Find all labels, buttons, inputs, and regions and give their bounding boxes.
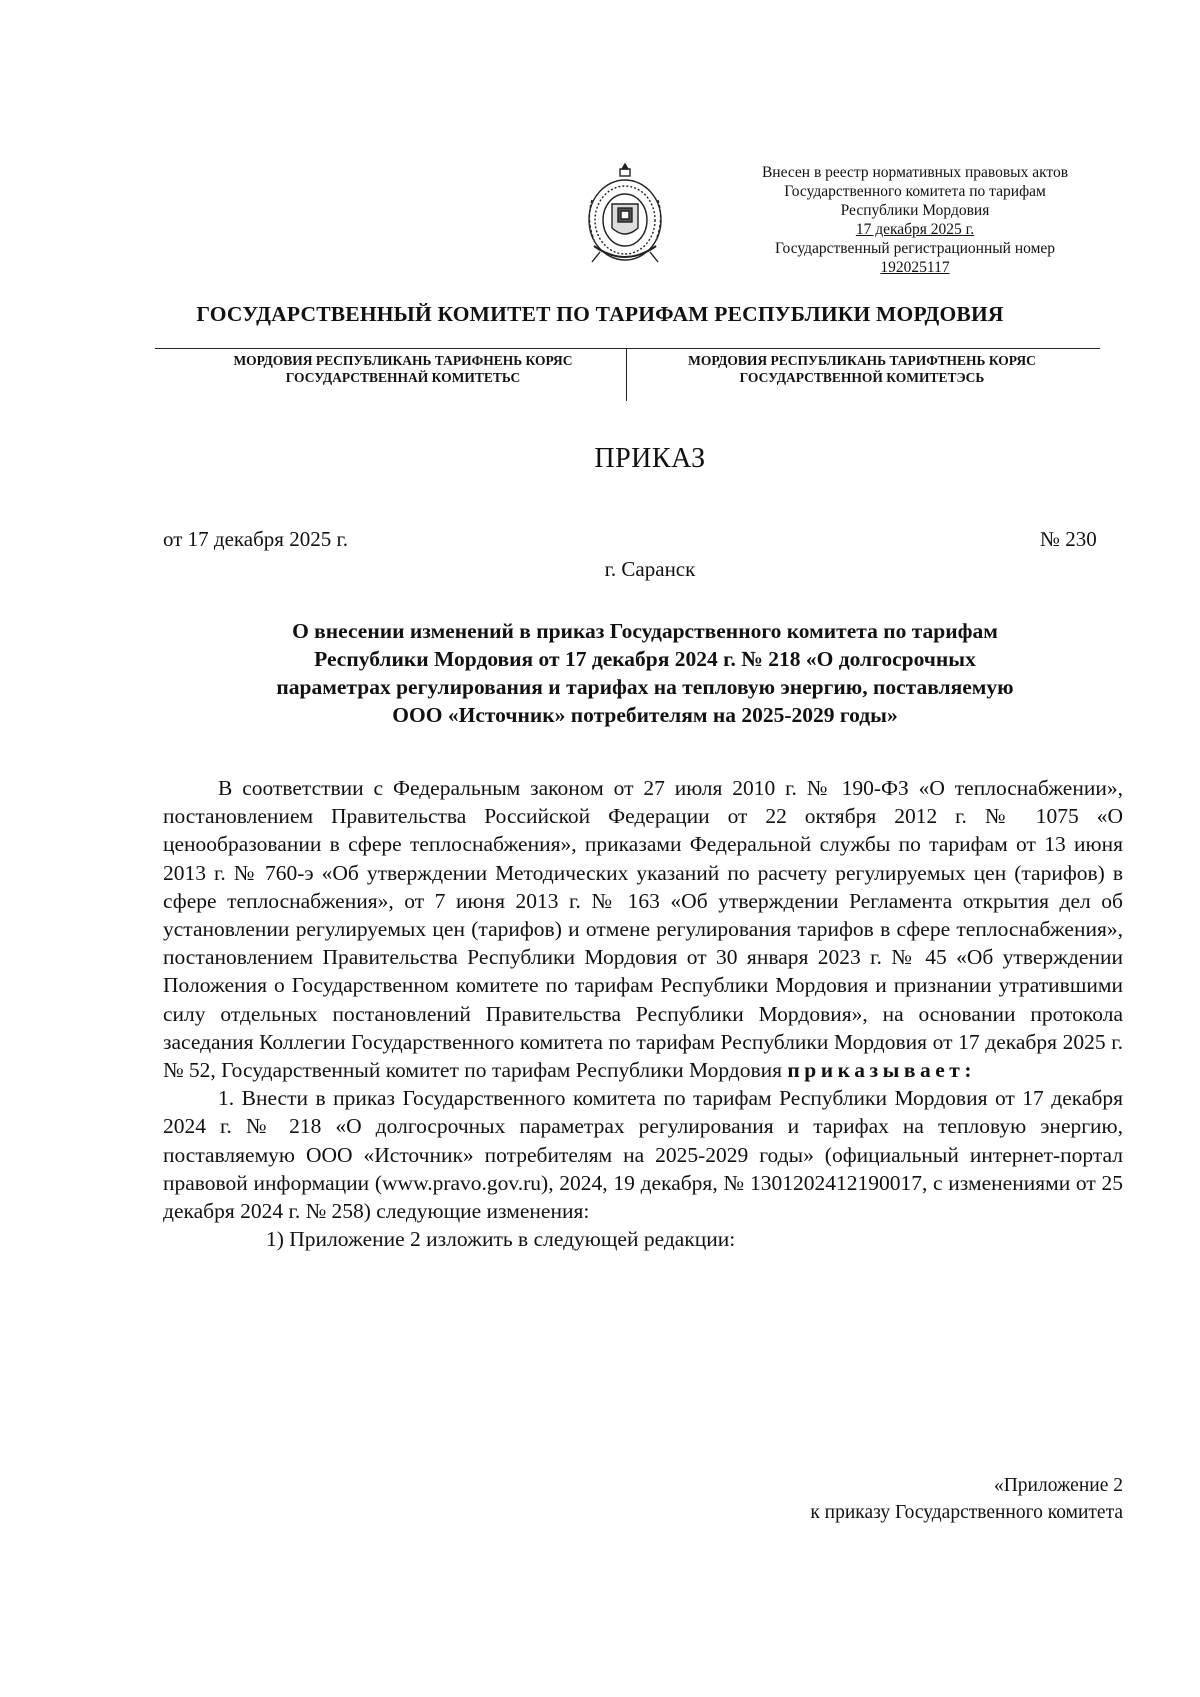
order-city: г. Саранск <box>604 557 696 581</box>
committee-name-line: МОРДОВИЯ РЕСПУБЛИКАНЬ ТАРИФТНЕНЬ КОРЯС <box>688 353 1036 368</box>
registry-number: 192025117 <box>880 259 950 276</box>
order-subitem-1: 1) Приложение 2 изложить в следующей редакции: <box>266 1227 736 1252</box>
registry-line: Государственного комитета по тарифам <box>784 183 1046 200</box>
registry-line: Республики Мордовия <box>840 202 990 219</box>
registry-line: Государственный регистрационный номер <box>774 240 1056 257</box>
preamble-text: В соответствии с Федеральным законом от 27 июля 2010 г. № 190-ФЗ «О теплоснабжении», постановлением Правительства Российской Федерации от 22 октября 2012 г. № 1075 «О ценообразовании в сфере теплоснабжения», приказами Федеральной службы по тарифам от 13 июня 2013 г. № 760-э «Об утверждении Методических указаний по расчету регулируемых цен (тарифов) в сфере теплоснабжения», от 7 июня 2013 г. № 163 «Об утверждении Регламента открытия дел об установлении регулируемых цен (тарифов) и отмене регулирования тарифов в сфере теплоснабжения», постановлением Правительства Республики Мордовия от 30 января 2023 г. № 45 «Об утверждении Положения о Государственном комитете по тарифам Республики Мордовия и признании утратившими силу отдельных постановлений Правительства Республики Мордовия», на основании протокола заседания Коллегии Государственного комитета по тарифам Республики Мордовия от 17 декабря 2025 г. № 52, Государственный комитет по тарифам Республики Мордовия <box>163 776 1123 1083</box>
heading-line: параметрах регулирования и тарифах на тепловую энергию, поставляемую <box>276 675 1014 699</box>
orders-word: приказывает: <box>787 1058 977 1083</box>
preamble-paragraph <box>163 774 1123 1084</box>
committee-name-line: ГОСУДАРСТВЕННОЙ КОМИТЕТЭСЬ <box>739 370 985 385</box>
committee-title: ГОСУДАРСТВЕННЫЙ КОМИТЕТ ПО ТАРИФАМ РЕСПУБЛИКИ МОРДОВИЯ <box>196 302 1004 326</box>
header-vertical-divider <box>626 349 627 401</box>
order-body <box>163 774 1123 1253</box>
committee-name-erzya <box>642 352 1082 386</box>
coat-of-arms-emblem <box>580 160 670 272</box>
order-heading <box>165 617 1125 729</box>
document-type: ПРИКАЗ <box>594 443 706 474</box>
appendix-line: «Приложение 2 <box>993 1475 1123 1496</box>
heading-line: ООО «Источник» потребителям на 2025-2029 годы» <box>392 703 898 727</box>
order-item-1: 1. Внести в приказ Государственного комитета по тарифам Республики Мордовия от 17 декабря 2024 г. № 218 «О долгосрочных параметрах регулирования и тарифах на тепловую энергию, поставляемую ООО «Источник» потребителям на 2025-2029 годы» (официальный интернет-портал правовой информации (www.pravo.gov.ru), 2024, 19 декабря, № 1301202412190017, с изменениями от 25 декабря 2024 г. № 258) следующие изменения: <box>163 1086 1123 1224</box>
appendix-line: к приказу Государственного комитета <box>810 1502 1123 1523</box>
appendix-reference <box>700 1472 1123 1526</box>
heading-line: Республики Мордовия от 17 декабря 2024 г. № 218 «О долгосрочных <box>314 647 976 671</box>
heading-line: О внесении изменений в приказ Государственного комитета по тарифам <box>292 619 998 643</box>
registry-line: Внесен в реестр нормативных правовых актов <box>761 164 1069 181</box>
header-divider <box>155 348 1100 349</box>
committee-name-line: МОРДОВИЯ РЕСПУБЛИКАНЬ ТАРИФНЕНЬ КОРЯС <box>233 353 573 368</box>
registry-stamp <box>720 163 1110 277</box>
order-number: № 230 <box>1040 527 1097 551</box>
registry-date: 17 декабря 2025 г. <box>855 221 975 238</box>
committee-name-moksha <box>183 352 623 386</box>
committee-name-line: ГОСУДАРСТВЕННАЙ КОМИТЕТЬС <box>285 370 521 385</box>
order-date: от 17 декабря 2025 г. <box>163 527 348 551</box>
